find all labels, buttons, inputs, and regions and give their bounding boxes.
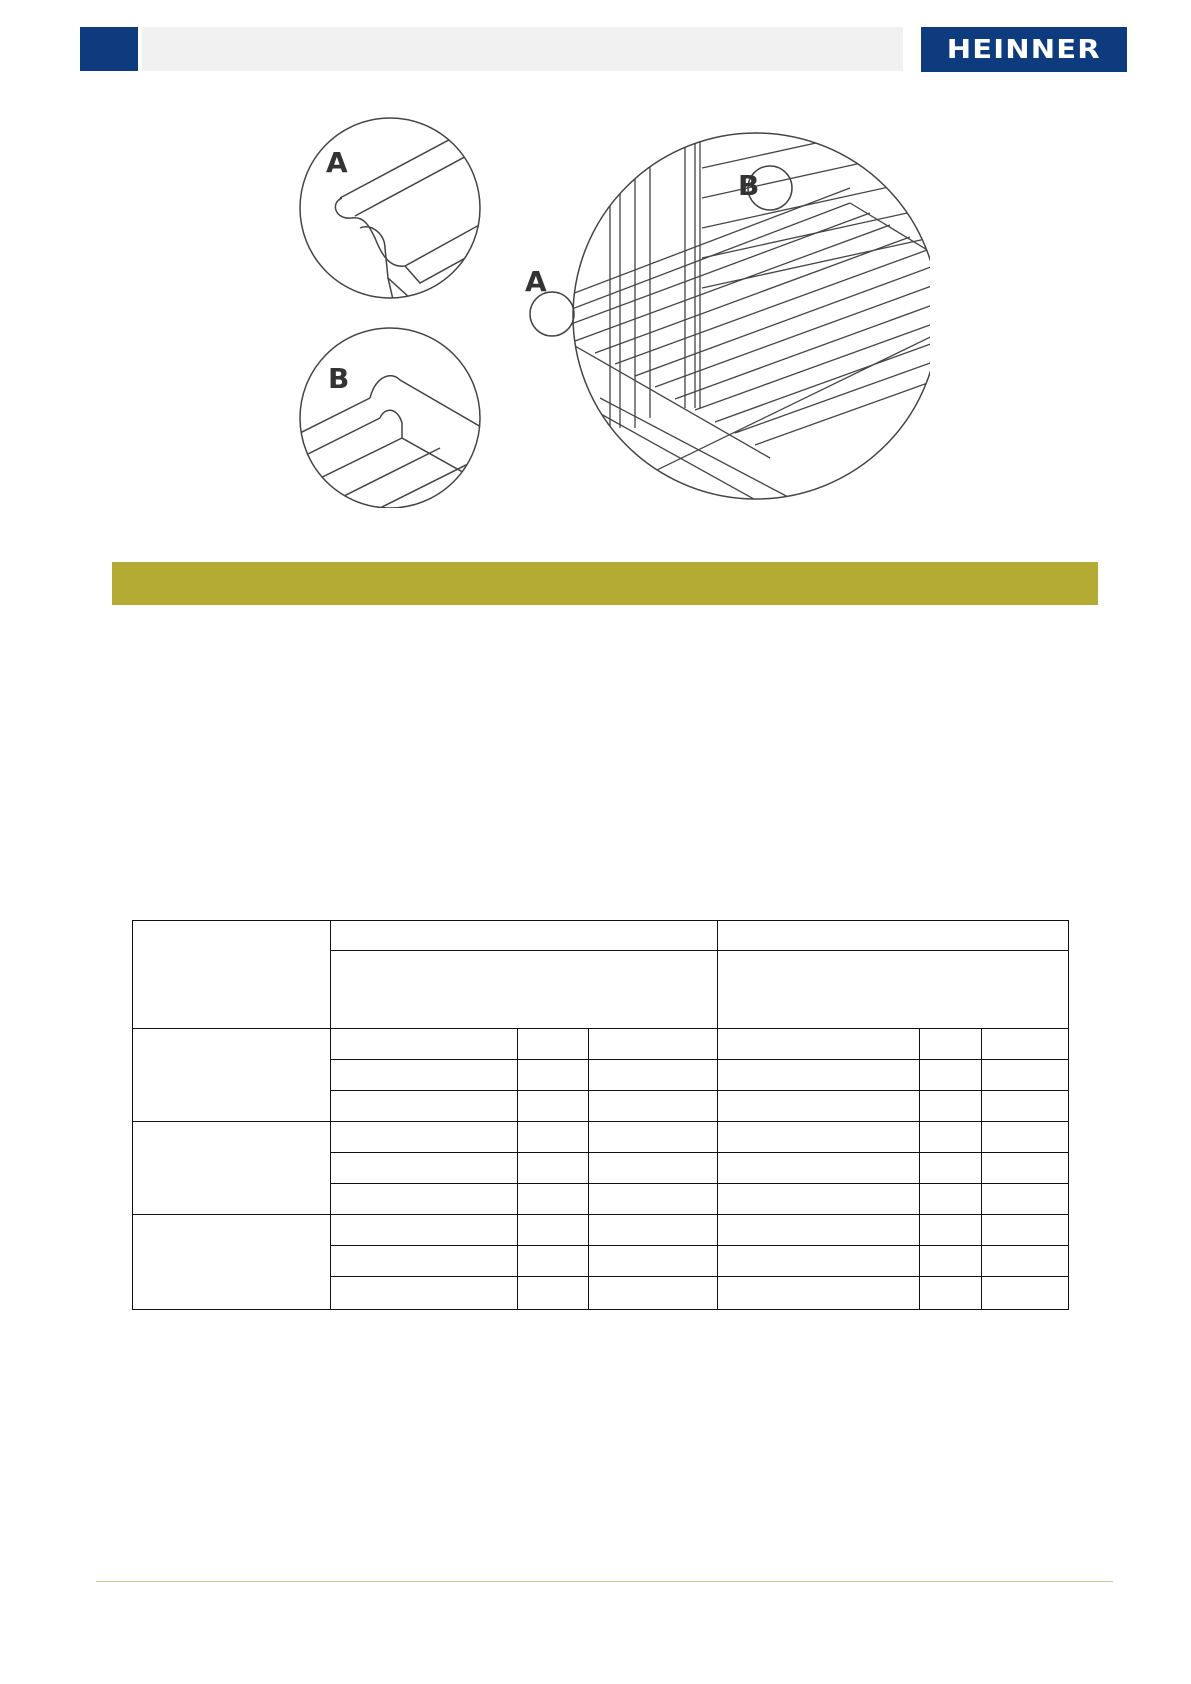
table-header-cell xyxy=(331,951,718,1029)
main-a-label: A xyxy=(525,265,547,298)
table-cell xyxy=(920,1153,982,1184)
table-group-cell xyxy=(133,1122,331,1215)
table-cell xyxy=(982,1153,1069,1184)
table-cell xyxy=(331,1153,518,1184)
table-group-cell xyxy=(133,1215,331,1310)
table-cell xyxy=(982,1215,1069,1246)
table-cell xyxy=(920,1091,982,1122)
table-cell xyxy=(982,1029,1069,1060)
table-cell xyxy=(920,1215,982,1246)
table-cell xyxy=(920,1029,982,1060)
table-cell xyxy=(589,1246,718,1277)
table-row xyxy=(133,1029,1069,1060)
brand-logo-text: HEINNER xyxy=(947,34,1101,65)
table-cell xyxy=(718,1122,920,1153)
table-cell xyxy=(920,1184,982,1215)
table-cell xyxy=(518,1246,589,1277)
table-cell xyxy=(982,1060,1069,1091)
table-header-cell xyxy=(133,921,331,1029)
table-cell xyxy=(718,1246,920,1277)
table-cell xyxy=(518,1184,589,1215)
table-cell xyxy=(331,1277,518,1310)
table-row xyxy=(133,1122,1069,1153)
table-cell xyxy=(718,1153,920,1184)
table-cell xyxy=(518,1060,589,1091)
main-b-label: B xyxy=(738,169,760,202)
table-cell xyxy=(518,1029,589,1060)
table-header-cell xyxy=(331,921,718,951)
detail-b-label: B xyxy=(328,362,350,395)
table-cell xyxy=(331,1122,518,1153)
footer-divider xyxy=(96,1581,1113,1582)
table-cell xyxy=(589,1091,718,1122)
oven-main-circle xyxy=(525,108,930,508)
table-cell xyxy=(518,1153,589,1184)
table-cell xyxy=(920,1060,982,1091)
oven-rack-installation-illustration xyxy=(290,108,930,508)
table-cell xyxy=(331,1215,518,1246)
table-cell xyxy=(718,1060,920,1091)
table-cell xyxy=(518,1215,589,1246)
table-cell xyxy=(920,1246,982,1277)
table-cell xyxy=(718,1277,920,1310)
header-bar xyxy=(142,27,903,71)
detail-a-marker xyxy=(530,292,574,336)
table-cell xyxy=(518,1122,589,1153)
brand-logo xyxy=(921,27,1127,72)
header-accent-square xyxy=(80,27,138,71)
detail-a-label: A xyxy=(326,146,348,179)
table-cell xyxy=(589,1277,718,1310)
table-cell xyxy=(518,1277,589,1310)
table-cell xyxy=(331,1091,518,1122)
table-cell xyxy=(982,1246,1069,1277)
table-cell xyxy=(331,1184,518,1215)
table-header-cell xyxy=(718,951,1069,1029)
table-cell xyxy=(589,1029,718,1060)
table-cell xyxy=(718,1029,920,1060)
table-cell xyxy=(982,1122,1069,1153)
detail-a-circle xyxy=(300,118,520,308)
table-cell xyxy=(589,1153,718,1184)
detail-b-circle xyxy=(290,328,500,508)
table-cell xyxy=(331,1246,518,1277)
table-cell xyxy=(589,1215,718,1246)
table-row xyxy=(133,1215,1069,1246)
table-row xyxy=(133,921,1069,951)
table-cell xyxy=(589,1184,718,1215)
table-cell xyxy=(718,1184,920,1215)
table-cell xyxy=(982,1091,1069,1122)
specification-table xyxy=(132,920,1069,1310)
table-cell xyxy=(331,1060,518,1091)
table-cell xyxy=(920,1122,982,1153)
table-cell xyxy=(331,1029,518,1060)
table-cell xyxy=(718,1215,920,1246)
table-group-cell xyxy=(133,1029,331,1122)
table-header-cell xyxy=(718,921,1069,951)
table-cell xyxy=(518,1091,589,1122)
table-cell xyxy=(718,1091,920,1122)
table-cell xyxy=(920,1277,982,1310)
section-heading-band xyxy=(112,562,1098,605)
table-cell xyxy=(982,1184,1069,1215)
table-cell xyxy=(589,1060,718,1091)
table-cell xyxy=(589,1122,718,1153)
table-cell xyxy=(982,1277,1069,1310)
